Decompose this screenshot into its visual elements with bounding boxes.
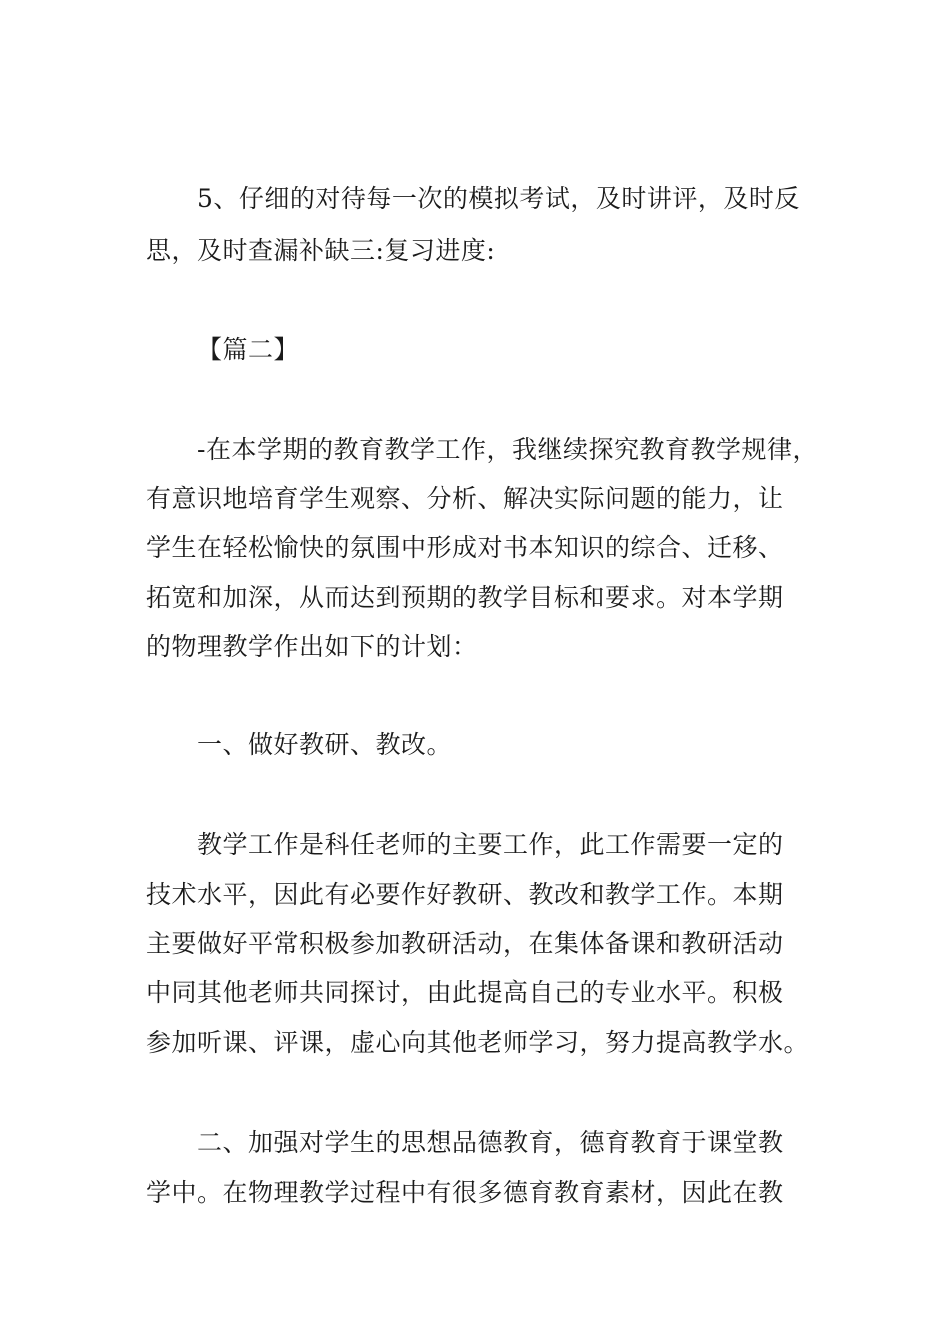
text-line: 学生在轻松愉快的氛围中形成对书本知识的综合、迁移、 <box>146 533 784 562</box>
text-line: 学中。在物理教学过程中有很多德育教育素材，因此在教 <box>146 1178 784 1207</box>
text-line: 参加听课、评课，虚心向其他老师学习，努力提高教学水。 <box>146 1028 810 1057</box>
text-line: 中同其他老师共同探讨，由此提高自己的专业水平。积极 <box>146 978 784 1007</box>
text-line: 拓宽和加深，从而达到预期的教学目标和要求。对本学期 <box>146 583 784 612</box>
text-line: 教学工作是科任老师的主要工作，此工作需要一定的 <box>197 830 784 859</box>
text-line: 有意识地培育学生观察、分析、解决实际问题的能力，让 <box>146 484 784 513</box>
text-line: 主要做好平常积极参加教研活动，在集体备课和教研活动 <box>146 929 784 958</box>
text-line: 思，及时查漏补缺三:复习进度: <box>146 236 496 265</box>
section-title: 【篇二】 <box>197 335 300 364</box>
text-line: 5、仔细的对待每一次的模拟考试，及时讲评，及时反 <box>197 184 800 213</box>
text-line: 的物理教学作出如下的计划： <box>146 632 478 661</box>
text-line: 二、加强对学生的思想品德教育，德育教育于课堂教 <box>197 1128 784 1157</box>
text-line: 一、做好教研、教改。 <box>197 730 453 759</box>
text-line: 技术水平，因此有必要作好教研、教改和教学工作。本期 <box>146 880 784 909</box>
text-line: -在本学期的教育教学工作，我继续探究教育教学规律， <box>197 435 818 464</box>
